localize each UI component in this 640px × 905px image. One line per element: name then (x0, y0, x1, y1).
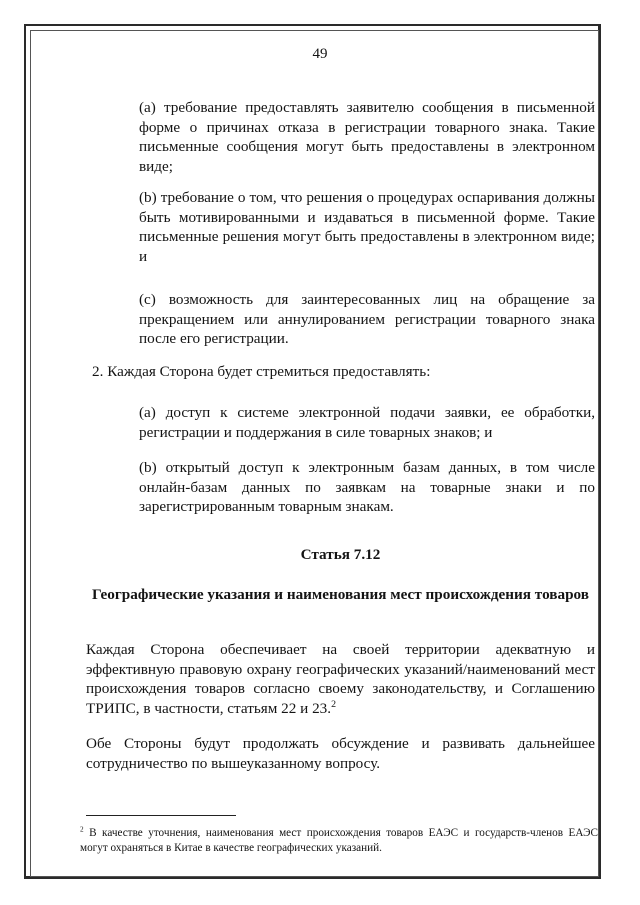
footnote (80, 826, 598, 856)
article-paragraph-2: Обе Стороны будут продолжать обсуждение и развивать дальнейшее сотрудничество по вышеуказанному вопросу. (86, 735, 595, 772)
subitem-2a: (а) доступ к системе электронной подачи заявки, ее обработки, регистрации и поддержания в силе товарных знаков; и (139, 404, 595, 441)
subitem-1b: (b) требование о том, что решения о процедурах оспаривания должны быть мотивированными и издаваться в письменной форме. Такие письменные решения могут быть предоставлены в электронном виде; и (139, 189, 595, 265)
footnote-mark: 2 (80, 825, 84, 834)
article-title: Статья 7.12 (300, 546, 381, 563)
article-paragraph-1 (86, 640, 595, 718)
subitem-1a: (a) требование предоставлять заявителю сообщения в письменной форме о причинах отказа в регистрации товарного знака. Такие письменные сообщения могут быть предоставлены в электронном виде; (139, 99, 595, 175)
page-number: 49 (312, 46, 328, 62)
article-paragraph-1-text: Каждая Сторона обеспечивает на своей территории адекватную и эффективную правовую охрану географических указаний/наименований мест происхождения товаров согласно своему законодательству, и Соглашению ТРИПС, в частности, статьям 22 и 23. (86, 641, 595, 717)
subitem-2b: (b) открытый доступ к электронным базам данных, в том числе онлайн-базам данных по заявкам на товарные знаки и по зарегистрированным товарным знакам. (139, 459, 595, 515)
footnote-separator (86, 815, 236, 816)
footnote-text: В качестве уточнения, наименования мест происхождения товаров ЕАЭС и государств-членов ЕАЭС могут охраняться в Китае в качестве географических указаний. (80, 827, 598, 854)
item-2-intro: 2. Каждая Сторона будет стремиться предоставлять: (92, 363, 431, 380)
article-heading: Географические указания и наименования мест происхождения товаров (92, 586, 589, 603)
footnote-reference: 2 (331, 698, 337, 710)
subitem-1c: (с) возможность для заинтересованных лиц на обращение за прекращением или аннулированием регистрации товарного знака после его регистрации. (139, 291, 595, 347)
